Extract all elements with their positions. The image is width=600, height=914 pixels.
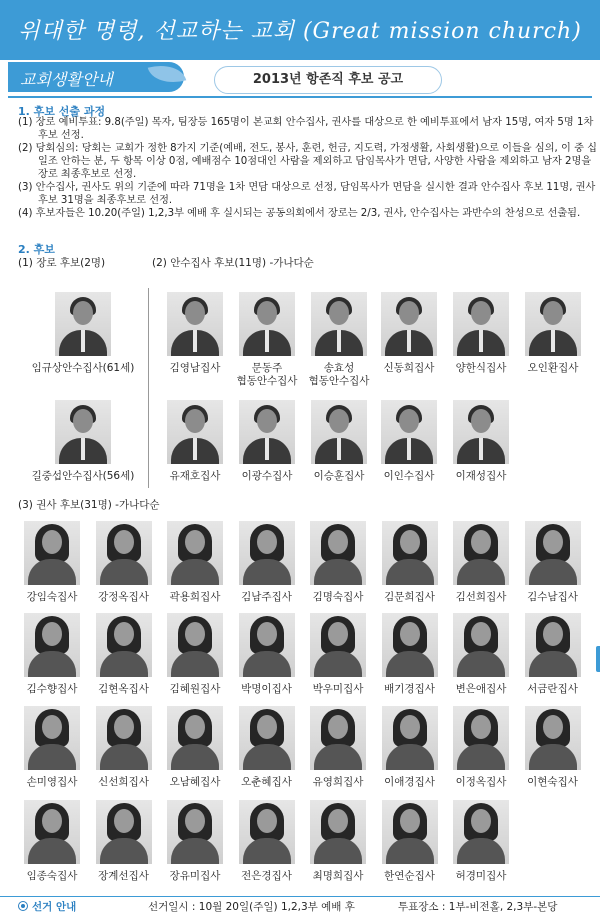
candidate-name: 이애경집사 [384,776,435,788]
candidate-name: 김선희집사 [455,591,507,603]
candidate-photo [167,521,223,585]
candidate-photo [310,706,366,770]
candidate-photo [525,706,581,770]
candidate-card [517,706,589,802]
kwonsa-label: (3) 권사 후보(31명) -가나다순 [18,499,160,511]
candidate-card [159,706,231,802]
candidate-name: 강정옥집사 [98,591,149,603]
candidate-name: 양한식집사 [455,362,507,374]
candidate-photo [167,800,223,864]
candidate-card [231,706,303,802]
footer-divider [0,896,600,897]
process-item-2: (2) 당회심의: 당회는 교회가 정한 8가지 기준(예배, 전도, 봉사, 훈련, 헌금, 지도력, 가정생활, 사회생활)으로 이들을 심의, 이 중 십일조 안하는 분, 두 항목 이상 0점, 예배점수 10점대인 사람을 제외하고 담임목사가 면담, 사양한 사람을 제외하고 남자 2명을 장로 최종후보로 선정. [18,143,598,180]
candidate-photo [453,613,509,677]
process-item-4: (4) 후보자들은 10.20(주일) 1,2,3부 예배 후 실시되는 공동의회에서 장로는 2/3, 권사, 안수집사는 과반수의 찬성으로 선출됨. [18,208,581,219]
candidate-photo [453,400,509,464]
candidate-photo [24,521,80,585]
candidate-card [231,800,303,896]
candidate-photo [167,292,223,356]
candidate-card [444,292,518,388]
candidate-photo [382,613,438,677]
page-edge-marker [596,646,600,672]
candidate-photo [453,800,509,864]
candidate-photo [525,613,581,677]
candidate-photo [239,800,295,864]
process-item-1: (1) 장로 예비투표: 9.8(주일) 목자, 팀장등 165명이 본교회 안수집사, 권사를 대상으로 한 예비투표에서 남자 15명, 여자 5명 1차 후보 선정. [18,117,594,141]
candidate-name: 김혜원집사 [169,683,221,695]
candidate-name: 문동주 [251,362,283,374]
section-tab-label: 교회생활안내 [20,70,113,89]
candidate-card [374,521,446,617]
candidate-photo [167,400,223,464]
candidate-name: 오인환집사 [527,362,579,374]
election-date: 선거일시 : 10월 20일(주일) 1,2,3부 예배 후 [148,901,355,913]
candidate-card [374,613,446,709]
candidate-card [230,400,304,496]
candidate-name: 김수향집사 [26,683,78,695]
candidate-photo [239,292,295,356]
header-banner [0,0,600,60]
candidate-card [158,292,232,388]
candidate-name: 이정옥집사 [455,776,507,788]
candidates-heading: 2. 후보 [18,243,55,256]
candidate-name: 김문희집사 [384,591,435,603]
candidate-photo [381,292,437,356]
candidate-name: 이현숙집사 [527,776,578,788]
candidate-name: 배기경집사 [384,683,435,695]
candidate-name: 김현옥집사 [98,683,149,695]
candidate-name: 이재성집사 [455,470,507,482]
candidate-name: 변은애집사 [455,683,507,695]
candidate-card [231,613,303,709]
candidate-card [158,400,232,496]
candidate-card [88,800,160,896]
candidate-name: 오춘혜집사 [241,776,292,788]
candidate-name: 임규상안수집사(61세) [31,362,135,374]
candidate-photo [239,400,295,464]
candidate-photo [310,521,366,585]
candidate-name: 장유미집사 [169,870,221,882]
candidate-photo [453,706,509,770]
candidate-card [88,613,160,709]
candidate-card [516,292,590,388]
candidate-name: 김영남집사 [169,362,221,374]
candidate-title: 협동안수집사 [236,375,298,387]
candidate-photo [96,800,152,864]
candidate-name: 신동희집사 [383,362,435,374]
candidate-photo [24,706,80,770]
candidate-card [16,613,88,709]
candidate-title: 협동안수집사 [308,375,370,387]
candidate-name: 김남주집사 [241,591,292,603]
candidate-card [231,521,303,617]
notice-title: 2013년 항존직 후보 공고 [214,66,442,94]
candidate-card [302,521,374,617]
candidate-photo [381,400,437,464]
candidate-name: 한연순집사 [384,870,435,882]
candidate-card [20,400,146,496]
candidate-name: 유영희집사 [312,776,364,788]
candidate-card [88,521,160,617]
candidate-card [517,521,589,617]
deacon-label: (2) 안수집사 후보(11명) -가나다순 [152,257,314,269]
candidate-name: 김수남집사 [527,591,578,603]
candidate-name: 신선희집사 [98,776,149,788]
candidate-photo [310,613,366,677]
candidate-name: 전은경집사 [241,870,292,882]
candidate-name: 서금란집사 [527,683,578,695]
candidate-name: 최명희집사 [312,870,364,882]
candidate-photo [525,521,581,585]
candidate-photo [239,521,295,585]
candidate-name: 허경미집사 [455,870,507,882]
candidate-card [517,613,589,709]
candidate-card [444,400,518,496]
column-divider [148,288,149,488]
candidate-card [302,613,374,709]
candidate-photo [239,706,295,770]
election-guide-heading: 선거 안내 [32,901,77,913]
candidate-card [372,400,446,496]
candidate-name: 송효성 [323,362,355,374]
header-divider [8,96,592,98]
candidate-photo [96,521,152,585]
candidate-card [159,613,231,709]
candidate-name: 오남혜집사 [169,776,221,788]
candidate-card [16,706,88,802]
candidate-card [445,613,517,709]
candidate-name: 곽용희집사 [169,591,221,603]
candidate-card [445,521,517,617]
candidate-photo [525,292,581,356]
candidate-name: 박명이집사 [241,683,292,695]
candidate-card [374,706,446,802]
candidate-photo [24,613,80,677]
candidate-name: 유재호집사 [169,470,221,482]
process-heading: 1. 후보 선출 과정 [18,105,106,118]
candidate-card [302,292,376,388]
candidate-card [20,292,146,388]
candidate-photo [167,706,223,770]
candidate-card [159,521,231,617]
election-place: 투표장소 : 1부-비전홀, 2,3부-본당 [398,901,558,913]
candidate-photo [382,706,438,770]
candidate-photo [453,292,509,356]
candidate-card [302,400,376,496]
candidate-card [445,800,517,896]
candidate-card [302,800,374,896]
candidate-photo [382,521,438,585]
candidate-photo [239,613,295,677]
candidate-photo [453,521,509,585]
candidate-name: 박우미집사 [312,683,364,695]
candidate-name: 이승훈집사 [313,470,365,482]
bullet-circle-icon [18,901,28,911]
candidate-photo [24,800,80,864]
candidate-name: 이인수집사 [383,470,435,482]
candidate-card [230,292,304,388]
candidate-card [302,706,374,802]
candidate-card [372,292,446,388]
candidate-photo [311,292,367,356]
candidate-name: 장계선집사 [98,870,149,882]
candidate-card [445,706,517,802]
candidate-card [88,706,160,802]
process-item-3: (3) 안수집사, 권사도 위의 기준에 따라 71명을 1차 면담 대상으로 선정, 담임목사가 면담을 실시한 결과 안수집사 후보 11명, 권사 후보 31명을 최종후보로 선정. [18,182,596,206]
candidate-name: 김명숙집사 [312,591,364,603]
candidate-photo [96,706,152,770]
candidate-name: 임종숙집사 [26,870,78,882]
candidate-name: 손미영집사 [26,776,78,788]
candidate-photo [167,613,223,677]
candidate-name: 길중섭안수집사(56세) [31,470,135,482]
candidate-name: 이광수집사 [241,470,293,482]
candidate-name: 강임숙집사 [26,591,78,603]
candidate-photo [310,800,366,864]
elder-label: (1) 장로 후보(2명) [18,257,106,269]
candidate-photo [311,400,367,464]
candidate-photo [382,800,438,864]
banner-title: 위대한 명령, 선교하는 교회 (Great mission church) [18,19,582,44]
candidate-card [159,800,231,896]
candidate-card [374,800,446,896]
candidate-photo [96,613,152,677]
candidate-photo [55,400,111,464]
candidate-photo [55,292,111,356]
candidate-card [16,800,88,896]
candidate-card [16,521,88,617]
